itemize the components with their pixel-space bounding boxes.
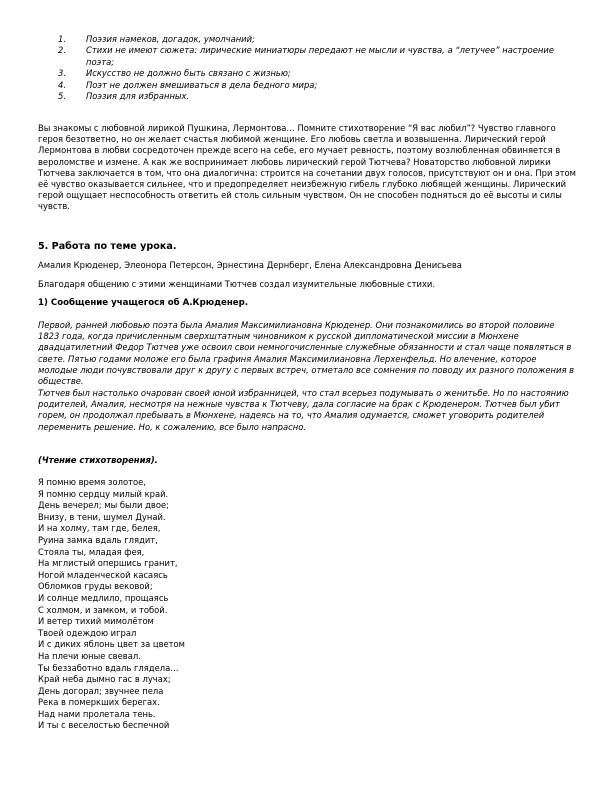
poem-line: Над нами пролетала тень. bbox=[38, 708, 156, 719]
poem-line: И ветер тихий мимолётом bbox=[38, 616, 154, 627]
poem-line: Ты беззаботно вдаль глядела… bbox=[38, 662, 179, 673]
poem-line: Обломков груды вековой; bbox=[38, 581, 153, 592]
poem-line: Ногой младенческой касаясь bbox=[38, 569, 168, 580]
poem-text bbox=[38, 477, 185, 732]
poem-line: День догорал; звучнее пела bbox=[38, 685, 164, 696]
poem-line: И с диких яблонь цвет за цветом bbox=[38, 639, 185, 650]
poem-line: Я помню сердцу милый край. bbox=[38, 488, 169, 499]
poem-line: Стояла ты, младая фея, bbox=[38, 546, 145, 557]
list-item-number: 5. bbox=[58, 91, 66, 102]
poem-line: Я помню время золотое, bbox=[38, 477, 146, 487]
list-item bbox=[48, 80, 568, 91]
poem-line: День вечерел; мы были двое; bbox=[38, 500, 169, 511]
poem-line: Река в померкших берегах. bbox=[38, 697, 160, 708]
list-item-text: Поэт не должен вмешиваться в дела бедного мира; bbox=[86, 79, 318, 90]
list-item-number: 3. bbox=[58, 68, 66, 79]
list-item bbox=[48, 68, 568, 79]
intro-paragraph: Вы знакомы с любовной лирикой Пушкина, Лермонтова… Помните стихотворение “Я вас любил”? Чувство главного героя безответно, но он желает счастья любимой женщине. Его любовь светла и возвышенна. Лирический герой Лермонтова в любви сосредоточен прежде всего на себе, его мучает ревность, поэтому возлюбленная обвиняется в вероломстве и измене. А как же воспринимает любовь лирический герой Тютчева? Новаторство любовной лирики Тютчева заключается в том, что она диалогична: строится на сочетании двух голосов, присутствуют он и она. При этом её чувство оказывается сильнее, что и предопределяет неизбежную гибель глубоко любящей женщины. Лирический герой ощущает неспособность ответить ей столь сильным чувством. Он не способен подняться до её высоты и силы чувств. bbox=[38, 123, 576, 212]
poem-line: С холмом, и замком, и тобой. bbox=[38, 604, 168, 615]
list-item-number: 1. bbox=[58, 34, 66, 44]
poem-line: На плечи юные свевал. bbox=[38, 650, 141, 661]
talk-line: Благодаря общению с этими женщинами Тютчев создал изумительные любовные стихи. bbox=[38, 279, 436, 289]
poem-line: Край неба дымно гас в лучах; bbox=[38, 674, 171, 685]
symbolism-features-list bbox=[48, 34, 568, 102]
list-item bbox=[48, 34, 568, 45]
tyutchev-paragraph: Тютчев был настолько очарован своей юной избранницей, что стал всерьез подумывать о женитьбе. Но по настоянию родителей, Амалия, несмотря на нежные чувства к Тютчеву, дала согласие на брак с Крюденером. Тютчев был убит горем, он продолжал пребывать в Мюнхене, надеясь на то, что Амалия одумается, сможет уговорить родителей переменить решение. Но, к сожалению, все было напрасно. bbox=[38, 388, 569, 432]
names-line: Амалия Крюденер, Элеонора Петерсон, Эрнестина Дернберг, Елена Александровна Денисьева bbox=[38, 260, 462, 270]
list-item bbox=[48, 91, 568, 102]
list-item bbox=[48, 45, 568, 68]
poem-line: И ты с веселостью беспечной bbox=[38, 720, 170, 731]
poem-line: И солнце медлило, прощаясь bbox=[38, 592, 169, 603]
student-report-heading: 1) Сообщение учащегося об А.Крюденер. bbox=[38, 298, 249, 308]
poem-line: И на холму, там где, белея, bbox=[38, 523, 161, 534]
first-love-paragraph: Первой, ранней любовью поэта была Амалия Максимилиановна Крюденер. Они познакомились во второй половине 1823 года, когда причисленным сверхштатным чиновником к русской дипломатической миссии в Мюнхене двадцатилетний Федор Тютчев уже освоил свои немногочисленные служебные обязанности и стал чаще появляться в свете. Пятью годами моложе его была графиня Амалия Максимилиановна Лерхенфельд. Но влечение, которое молодые люди почувствовали друг к другу с первых встреч, отметало все сомнения по поводу их разного положения в обществе. bbox=[38, 320, 575, 387]
list-item-number: 2. bbox=[58, 45, 66, 56]
list-item-number: 4. bbox=[58, 79, 66, 90]
list-item-text: Поэзия намеков, догадок, умолчаний; bbox=[86, 34, 255, 44]
poem-reading-label: (Чтение стихотворения). bbox=[38, 455, 158, 465]
list-item-text: Искусство не должно быть связано с жизнью; bbox=[86, 68, 291, 79]
poem-line: Внизу, в тени, шумел Дунай. bbox=[38, 511, 166, 522]
poem-line: Твоей одеждою играл bbox=[38, 627, 137, 638]
poem-line: На мглистый опершись гранит, bbox=[38, 558, 178, 569]
poem-line: Руина замка вдаль глядит, bbox=[38, 534, 158, 545]
list-item-text: Стихи не имеют сюжета: лирические миниатюры передают не мысли и чувства, а “летучее” настроение поэта; bbox=[86, 45, 554, 67]
list-item-text: Поэзия для избранных. bbox=[86, 91, 190, 102]
section-heading: 5. Работа по теме урока. bbox=[38, 241, 177, 252]
